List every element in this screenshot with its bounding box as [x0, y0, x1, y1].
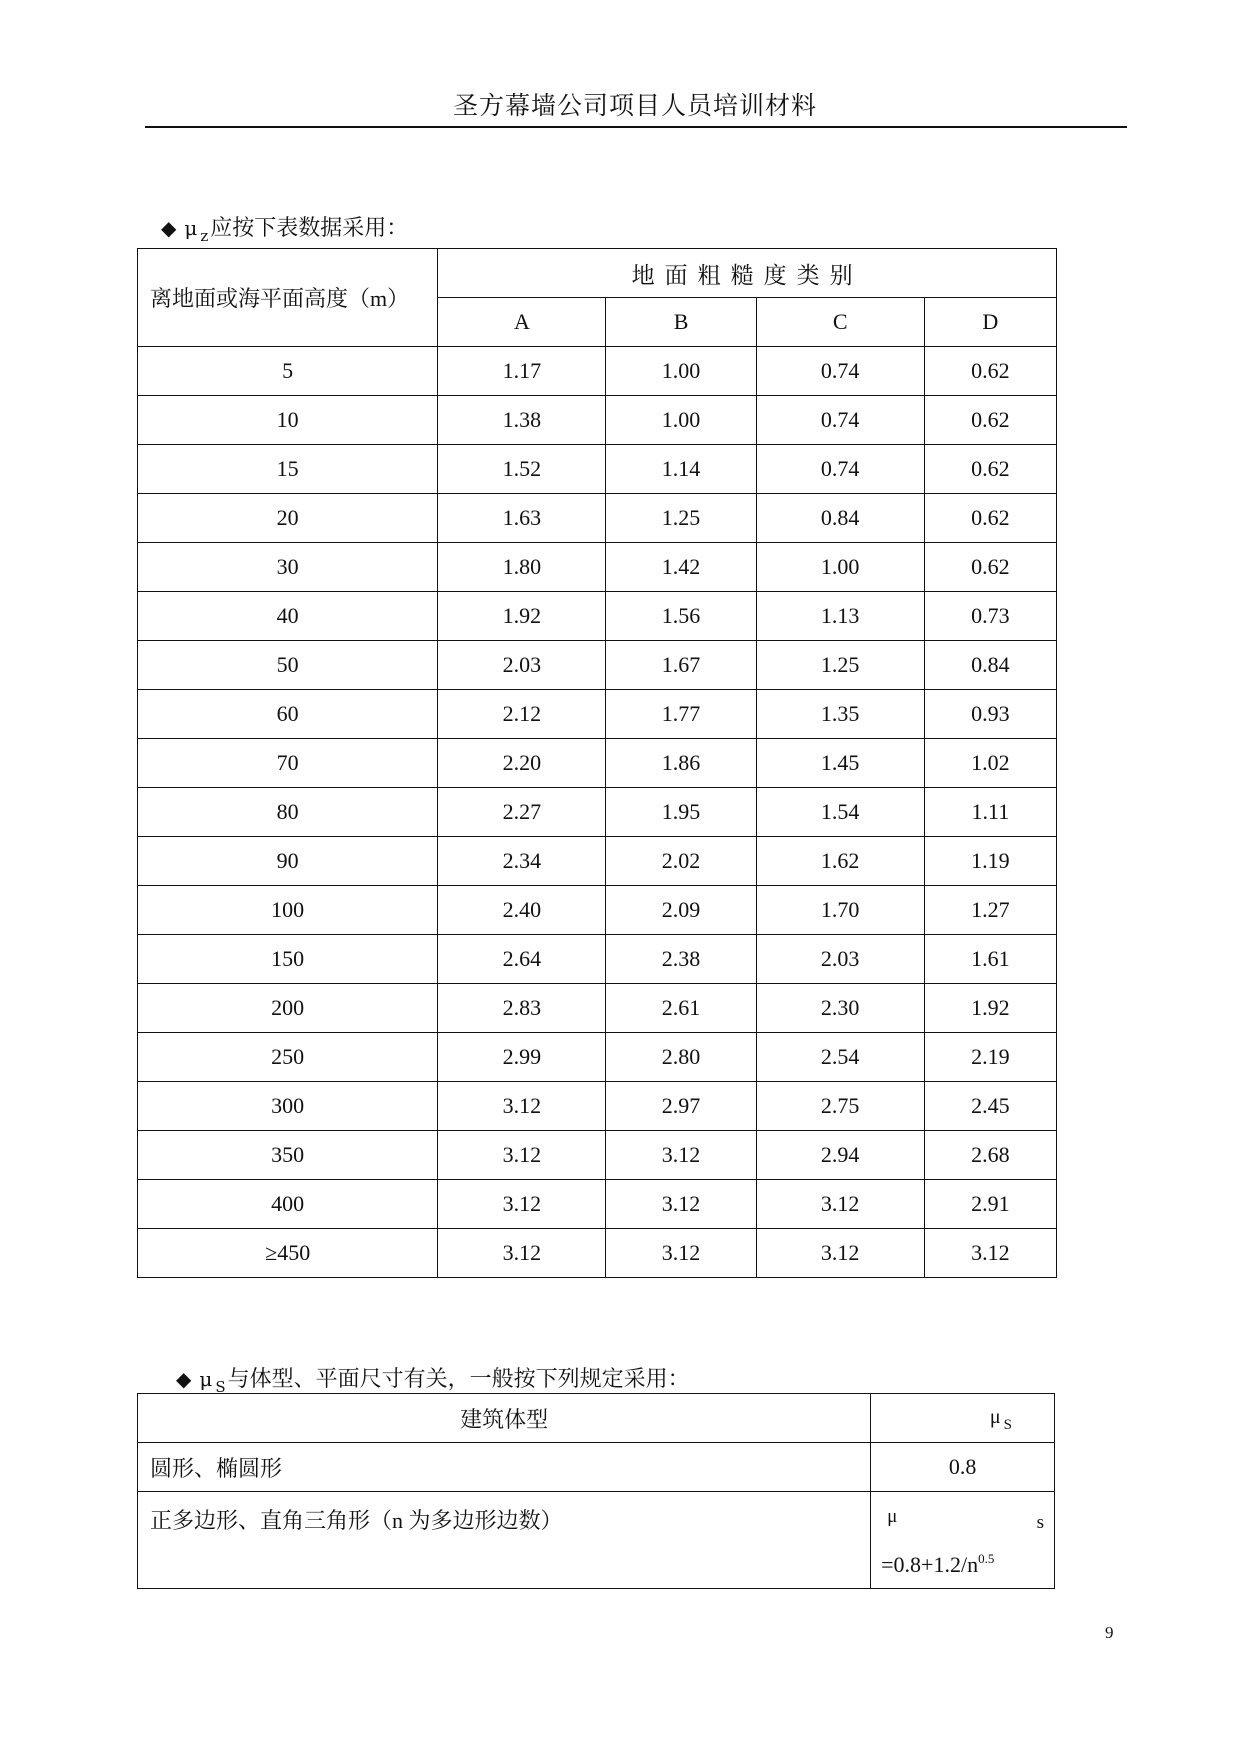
- coefficient-cell: 3.12: [606, 1180, 756, 1229]
- height-cell: 10: [138, 396, 438, 445]
- coefficient-cell: 0.93: [924, 690, 1056, 739]
- table-row: [138, 1180, 1057, 1229]
- coefficient-cell: 2.54: [756, 1033, 924, 1082]
- coefficient-cell: 1.62: [756, 837, 924, 886]
- table-row: [138, 1131, 1057, 1180]
- height-cell: 350: [138, 1131, 438, 1180]
- coefficient-cell: 2.20: [438, 739, 606, 788]
- coefficient-cell: 0.74: [756, 396, 924, 445]
- coefficient-cell: 3.12: [438, 1229, 606, 1278]
- coefficient-cell: 1.67: [606, 641, 756, 690]
- bullet-diamond-icon: ◆: [161, 216, 177, 240]
- coefficient-cell: 1.11: [924, 788, 1056, 837]
- coefficient-cell: 2.30: [756, 984, 924, 1033]
- coefficient-cell: 2.94: [756, 1131, 924, 1180]
- coefficient-cell: 2.09: [606, 886, 756, 935]
- height-cell: 80: [138, 788, 438, 837]
- coefficient-cell: 1.61: [924, 935, 1056, 984]
- coefficient-cell: 0.84: [924, 641, 1056, 690]
- table-row: [138, 837, 1057, 886]
- table-row: [138, 445, 1057, 494]
- height-cell: 300: [138, 1082, 438, 1131]
- coefficient-cell: 1.63: [438, 494, 606, 543]
- table-row: [138, 1033, 1057, 1082]
- coefficient-cell: 1.17: [438, 347, 606, 396]
- coefficient-cell: 2.40: [438, 886, 606, 935]
- coefficient-cell: 2.61: [606, 984, 756, 1033]
- caption-text: 与体型、平面尺寸有关，一般按下列规定采用：: [227, 1367, 690, 1392]
- shape-circle-ellipse: 圆形、椭圆形: [138, 1443, 871, 1492]
- coefficient-cell: 2.75: [756, 1082, 924, 1131]
- height-cell: 5: [138, 347, 438, 396]
- coefficient-cell: 0.62: [924, 347, 1056, 396]
- page-number: 9: [1105, 1623, 1114, 1642]
- height-cell: 15: [138, 445, 438, 494]
- mu-symbol: μ: [199, 1367, 213, 1391]
- table-row: [138, 984, 1057, 1033]
- table-row: [138, 641, 1057, 690]
- height-cell: 150: [138, 935, 438, 984]
- table-row: [138, 739, 1057, 788]
- table-row: [138, 788, 1057, 837]
- table-row: [138, 935, 1057, 984]
- mu-symbol: μ: [989, 1405, 1001, 1428]
- coefficient-cell: 1.25: [606, 494, 756, 543]
- column-header-a: A: [438, 298, 606, 347]
- height-cell: ≥450: [138, 1229, 438, 1278]
- formula-mu: μ: [887, 1506, 898, 1527]
- coefficient-cell: 1.00: [606, 347, 756, 396]
- height-cell: 90: [138, 837, 438, 886]
- height-cell: 400: [138, 1180, 438, 1229]
- coefficient-cell: 2.80: [606, 1033, 756, 1082]
- table-row: [138, 886, 1057, 935]
- caption-text: 应按下表数据采用：: [210, 216, 409, 241]
- height-cell: 40: [138, 592, 438, 641]
- coefficient-cell: 1.92: [438, 592, 606, 641]
- polygon-formula-cell: [871, 1492, 1055, 1589]
- height-cell: 30: [138, 543, 438, 592]
- coefficient-cell: 2.97: [606, 1082, 756, 1131]
- table-row: [138, 494, 1057, 543]
- coefficient-cell: 0.73: [924, 592, 1056, 641]
- table-row: [138, 543, 1057, 592]
- coefficient-cell: 3.12: [606, 1131, 756, 1180]
- page-header-title: 圣方幕墙公司项目人员培训材料: [452, 91, 817, 120]
- height-cell: 200: [138, 984, 438, 1033]
- coefficient-cell: 1.19: [924, 837, 1056, 886]
- coefficient-cell: 1.86: [606, 739, 756, 788]
- mu-s-header: [871, 1394, 1055, 1443]
- coefficient-cell: 1.02: [924, 739, 1056, 788]
- coefficient-cell: 1.95: [606, 788, 756, 837]
- coefficient-cell: 2.83: [438, 984, 606, 1033]
- coefficient-cell: 1.42: [606, 543, 756, 592]
- coefficient-cell: 0.62: [924, 543, 1056, 592]
- table-row: [138, 396, 1057, 445]
- section-caption-mu-s: [176, 1362, 690, 1396]
- shape-polygon-triangle-cell: [138, 1492, 871, 1589]
- coefficient-cell: 0.62: [924, 494, 1056, 543]
- column-header-b: B: [606, 298, 756, 347]
- coefficient-cell: 1.35: [756, 690, 924, 739]
- coefficient-cell: 3.12: [756, 1180, 924, 1229]
- coefficient-cell: 2.03: [756, 935, 924, 984]
- coefficient-cell: 3.12: [438, 1131, 606, 1180]
- bullet-diamond-icon: ◆: [176, 1367, 192, 1391]
- height-cell: 50: [138, 641, 438, 690]
- formula-s: s: [1036, 1512, 1044, 1533]
- coefficient-cell: 1.70: [756, 886, 924, 935]
- building-shape-header: 建筑体型: [138, 1394, 871, 1443]
- mu-symbol: μ: [184, 216, 198, 240]
- coefficient-cell: 2.19: [924, 1033, 1056, 1082]
- coefficient-cell: 1.45: [756, 739, 924, 788]
- mu-subscript: S: [215, 1378, 226, 1396]
- mu-subscript: z: [200, 227, 209, 245]
- coefficient-cell: 1.56: [606, 592, 756, 641]
- height-cell: 60: [138, 690, 438, 739]
- coefficient-cell: 2.45: [924, 1082, 1056, 1131]
- coefficient-cell: 1.00: [606, 396, 756, 445]
- coefficient-cell: 2.99: [438, 1033, 606, 1082]
- coefficient-cell: 0.74: [756, 445, 924, 494]
- height-cell: 250: [138, 1033, 438, 1082]
- coefficient-cell: 2.34: [438, 837, 606, 886]
- table-row: [138, 1082, 1057, 1131]
- column-header-d: D: [924, 298, 1056, 347]
- coefficient-cell: 1.54: [756, 788, 924, 837]
- coefficient-cell: 1.52: [438, 445, 606, 494]
- coefficient-cell: 2.02: [606, 837, 756, 886]
- coefficient-cell: 0.62: [924, 445, 1056, 494]
- coefficient-cell: 2.91: [924, 1180, 1056, 1229]
- coefficient-cell: 3.12: [924, 1229, 1056, 1278]
- coefficient-cell: 3.12: [756, 1229, 924, 1278]
- table-row: [138, 347, 1057, 396]
- coefficient-cell: 1.77: [606, 690, 756, 739]
- coefficient-cell: 0.62: [924, 396, 1056, 445]
- coefficient-cell: 3.12: [606, 1229, 756, 1278]
- coefficient-cell: 1.92: [924, 984, 1056, 1033]
- mu-subscript: S: [1003, 1416, 1012, 1433]
- height-cell: 100: [138, 886, 438, 935]
- coefficient-cell: 3.12: [438, 1082, 606, 1131]
- column-header-c: C: [756, 298, 924, 347]
- shape-polygon-triangle: 正多边形、直角三角形（n 为多边形边数）: [150, 1508, 563, 1533]
- coefficient-cell: 0.84: [756, 494, 924, 543]
- table-row: [138, 690, 1057, 739]
- roughness-group-header: 地面粗糙度类别: [438, 249, 1057, 298]
- coefficient-cell: 2.68: [924, 1131, 1056, 1180]
- wind-height-coefficient-table: [137, 248, 1057, 1278]
- coefficient-cell: 2.27: [438, 788, 606, 837]
- height-cell: 20: [138, 494, 438, 543]
- coefficient-cell: 2.64: [438, 935, 606, 984]
- coefficient-cell: 2.12: [438, 690, 606, 739]
- shape-coefficient-table: [137, 1393, 1055, 1589]
- shape-circle-ellipse-value: 0.8: [871, 1443, 1055, 1492]
- coefficient-cell: 1.25: [756, 641, 924, 690]
- coefficient-cell: 2.03: [438, 641, 606, 690]
- table-row: [138, 1229, 1057, 1278]
- coefficient-cell: 1.14: [606, 445, 756, 494]
- formula-text: =0.8+1.2/n: [881, 1552, 979, 1577]
- coefficient-cell: 1.00: [756, 543, 924, 592]
- coefficient-cell: 0.74: [756, 347, 924, 396]
- formula-expression: [881, 1551, 994, 1578]
- formula-exponent: 0.5: [978, 1551, 995, 1566]
- header-rule: [145, 126, 1127, 128]
- height-column-header: 离地面或海平面高度（m）: [138, 249, 438, 347]
- table-row: [138, 592, 1057, 641]
- section-caption-mu-z: [161, 211, 408, 245]
- coefficient-cell: 1.27: [924, 886, 1056, 935]
- coefficient-cell: 1.80: [438, 543, 606, 592]
- height-cell: 70: [138, 739, 438, 788]
- coefficient-cell: 1.13: [756, 592, 924, 641]
- coefficient-cell: 3.12: [438, 1180, 606, 1229]
- coefficient-cell: 1.38: [438, 396, 606, 445]
- coefficient-cell: 2.38: [606, 935, 756, 984]
